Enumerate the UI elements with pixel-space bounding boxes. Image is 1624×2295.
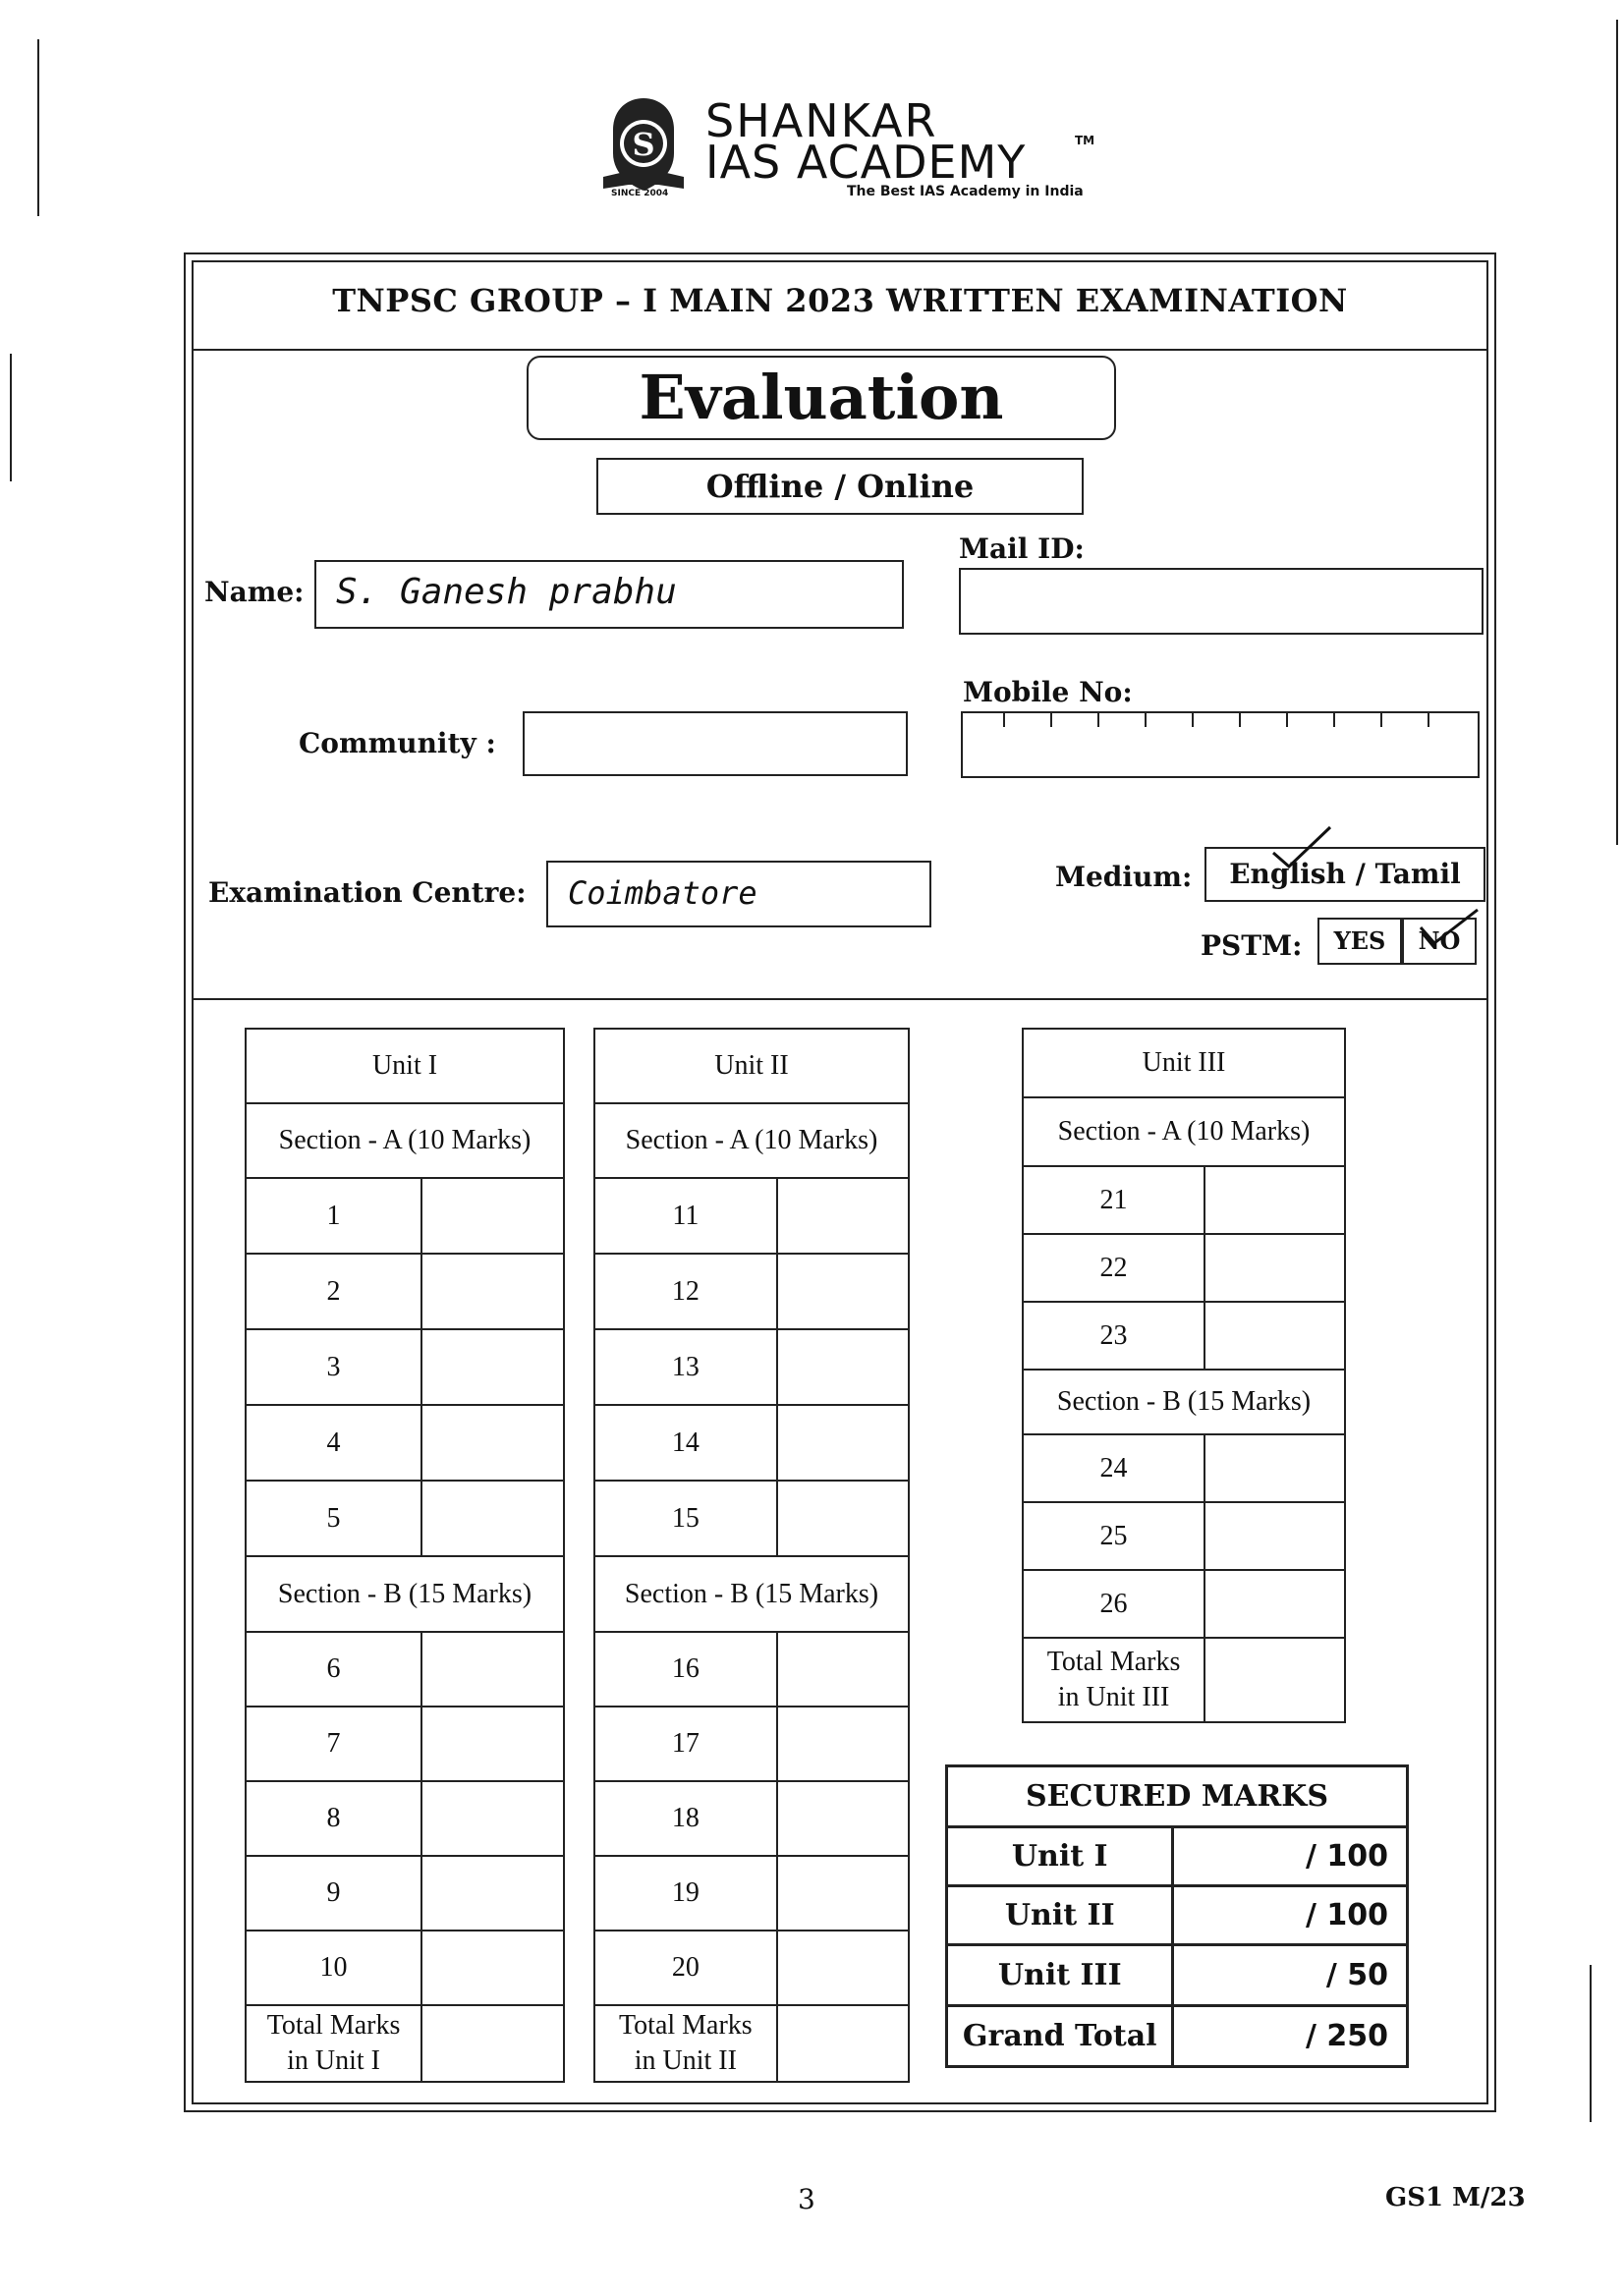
exam-centre-field[interactable]	[546, 861, 931, 927]
pstm-no-option[interactable]: NO	[1402, 918, 1477, 965]
secured-row-value[interactable]: / 50	[1173, 1945, 1408, 2006]
page-number: 3	[798, 2183, 815, 2215]
marks-cell[interactable]	[421, 1405, 564, 1481]
page-code: GS1 M/23	[1385, 2183, 1526, 2212]
question-number: 18	[594, 1781, 777, 1856]
marks-cell[interactable]	[421, 1781, 564, 1856]
marks-cell[interactable]	[421, 1178, 564, 1254]
exam-title: TNPSC GROUP – I MAIN 2023 WRITTEN EXAMINATION	[332, 282, 1348, 319]
marks-cell[interactable]	[777, 1329, 909, 1405]
total-marks-cell[interactable]	[1204, 1638, 1345, 1722]
secured-row-label: Unit II	[947, 1886, 1173, 1945]
section-header: Section - B (15 Marks)	[246, 1556, 564, 1632]
pstm-yes-option[interactable]: YES	[1317, 918, 1402, 965]
checkmark-icon	[1267, 823, 1336, 872]
marks-cell[interactable]	[777, 1481, 909, 1556]
question-number: 23	[1023, 1302, 1204, 1370]
mobile-label: Mobile No:	[963, 676, 1133, 708]
secured-row-label: Unit I	[947, 1827, 1173, 1886]
question-number: 3	[246, 1329, 421, 1405]
marks-cell[interactable]	[777, 1178, 909, 1254]
question-number: 24	[1023, 1434, 1204, 1502]
brand-name-line2: IAS ACADEMY	[705, 136, 1027, 189]
unit-table	[593, 1028, 910, 2083]
mobile-field[interactable]	[961, 711, 1480, 778]
marks-cell[interactable]	[421, 1632, 564, 1707]
secured-row-value[interactable]: / 100	[1173, 1827, 1408, 1886]
question-number: 9	[246, 1856, 421, 1931]
marks-cell[interactable]	[421, 1329, 564, 1405]
marks-cell[interactable]	[1204, 1302, 1345, 1370]
marks-cell[interactable]	[421, 1707, 564, 1781]
marks-cell[interactable]	[1204, 1166, 1345, 1234]
name-label: Name:	[204, 576, 305, 608]
marks-cell[interactable]	[1204, 1434, 1345, 1502]
section-header: Section - A (10 Marks)	[594, 1103, 909, 1178]
medium-label: Medium:	[1055, 861, 1193, 893]
question-number: 10	[246, 1931, 421, 2005]
question-number: 22	[1023, 1234, 1204, 1302]
question-number: 6	[246, 1632, 421, 1707]
marks-cell[interactable]	[421, 1481, 564, 1556]
marks-cell[interactable]	[1204, 1234, 1345, 1302]
section-header: Section - B (15 Marks)	[1023, 1370, 1345, 1434]
marks-cell[interactable]	[1204, 1502, 1345, 1570]
marks-cell[interactable]	[421, 1856, 564, 1931]
mode-selector[interactable]: Offline / Online	[596, 458, 1084, 515]
unit-table	[1022, 1028, 1346, 1723]
marks-cell[interactable]	[777, 1254, 909, 1329]
community-label: Community :	[299, 727, 496, 759]
exam-centre-value: Coimbatore	[568, 874, 757, 912]
marks-cell[interactable]	[421, 1254, 564, 1329]
scan-edge-mark	[10, 354, 12, 481]
section-header: Section - B (15 Marks)	[594, 1556, 909, 1632]
question-number: 1	[246, 1178, 421, 1254]
scan-edge-mark	[37, 39, 39, 216]
mail-label: Mail ID:	[959, 532, 1085, 565]
marks-cell[interactable]	[421, 1931, 564, 2005]
question-number: 21	[1023, 1166, 1204, 1234]
checkmark-icon	[1415, 904, 1484, 953]
secured-row-value[interactable]: / 250	[1173, 2006, 1408, 2067]
total-marks-label: Total Marks in Unit I	[246, 2005, 421, 2082]
unit-title: Unit I	[246, 1029, 564, 1103]
title-divider	[192, 349, 1488, 351]
total-marks-cell[interactable]	[421, 2005, 564, 2082]
marks-cell[interactable]	[777, 1781, 909, 1856]
question-number: 16	[594, 1632, 777, 1707]
trademark-mark: TM	[1075, 134, 1095, 147]
question-number: 14	[594, 1405, 777, 1481]
scan-edge-mark	[1616, 20, 1618, 845]
total-marks-label: Total Marks in Unit II	[594, 2005, 777, 2082]
secured-row-value[interactable]: / 100	[1173, 1886, 1408, 1945]
question-number: 25	[1023, 1502, 1204, 1570]
name-value: S. Ganesh prabhu	[336, 572, 677, 612]
secured-marks-title: SECURED MARKS	[947, 1766, 1408, 1827]
question-number: 8	[246, 1781, 421, 1856]
digit-tick-marks	[963, 713, 1482, 733]
unit-title: Unit II	[594, 1029, 909, 1103]
secured-row-label: Unit III	[947, 1945, 1173, 2006]
marks-cell[interactable]	[777, 1632, 909, 1707]
question-number: 2	[246, 1254, 421, 1329]
medium-options[interactable]: English / Tamil	[1204, 847, 1485, 902]
marks-cell[interactable]	[777, 1405, 909, 1481]
brand-since: SINCE 2004	[611, 189, 669, 198]
pstm-label: PSTM:	[1201, 929, 1303, 962]
question-number: 11	[594, 1178, 777, 1254]
question-number: 5	[246, 1481, 421, 1556]
marks-cell[interactable]	[777, 1931, 909, 2005]
scan-edge-mark	[1590, 1965, 1592, 2122]
brand-name-line1: SHANKAR	[705, 94, 938, 147]
shield-emblem-icon	[599, 94, 688, 202]
question-number: 17	[594, 1707, 777, 1781]
brand-tagline: The Best IAS Academy in India	[847, 184, 1084, 199]
form-divider	[192, 998, 1488, 1000]
question-number: 13	[594, 1329, 777, 1405]
question-number: 4	[246, 1405, 421, 1481]
secured-row-label: Grand Total	[947, 2006, 1173, 2067]
question-number: 19	[594, 1856, 777, 1931]
evaluation-title: Evaluation	[527, 356, 1116, 440]
exam-centre-label: Examination Centre:	[208, 876, 527, 909]
question-number: 15	[594, 1481, 777, 1556]
marks-cell[interactable]	[1204, 1570, 1345, 1638]
question-number: 7	[246, 1707, 421, 1781]
total-marks-label: Total Marks in Unit III	[1023, 1638, 1204, 1722]
question-number: 20	[594, 1931, 777, 2005]
question-number: 12	[594, 1254, 777, 1329]
section-header: Section - A (10 Marks)	[246, 1103, 564, 1178]
svg-text:S: S	[632, 126, 655, 163]
unit-table	[245, 1028, 565, 2083]
question-number: 26	[1023, 1570, 1204, 1638]
mail-field[interactable]	[959, 568, 1484, 635]
total-marks-cell[interactable]	[777, 2005, 909, 2082]
secured-marks-table	[945, 1764, 1409, 2068]
name-field[interactable]	[314, 560, 904, 629]
unit-title: Unit III	[1023, 1029, 1345, 1097]
marks-cell[interactable]	[777, 1856, 909, 1931]
marks-cell[interactable]	[777, 1707, 909, 1781]
community-field[interactable]	[523, 711, 908, 776]
section-header: Section - A (10 Marks)	[1023, 1097, 1345, 1166]
